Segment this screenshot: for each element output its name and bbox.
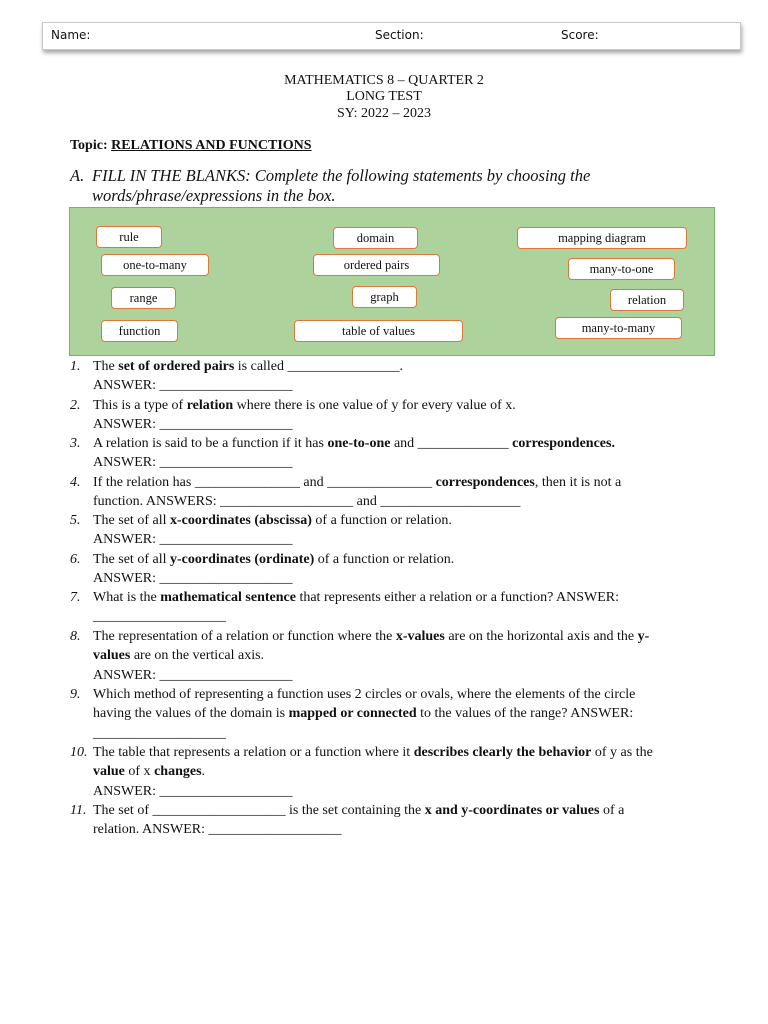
school-year: SY: 2022 – 2023 (336, 106, 431, 121)
q3-text: and _____________ (390, 436, 513, 451)
word-chip: domain (333, 227, 418, 249)
question-number: 4. (70, 475, 81, 490)
word-chip: one-to-many (101, 254, 209, 276)
score-label: Score: (561, 28, 599, 42)
answer-line: ANSWER: ___________________ (93, 455, 293, 471)
question-number: 10. (70, 745, 88, 760)
q8-text: are on the vertical axis. (130, 648, 265, 664)
q7-text: What is the (93, 590, 161, 605)
q5-text: of a function or relation. (311, 513, 452, 528)
word-bank-box (69, 207, 715, 356)
student-info-box (42, 22, 741, 50)
q9-text: having the values of the domain is (93, 706, 289, 722)
q1-text: is called ________________. (234, 359, 404, 374)
exam-subtitle: LONG TEST (346, 89, 422, 104)
question-number: 6. (70, 552, 81, 567)
q11-text: of a (599, 803, 625, 818)
question-number: 8. (70, 629, 81, 644)
question-number: 11. (70, 803, 87, 818)
question-number: 2. (70, 398, 81, 413)
section-a-letter: A. (70, 166, 85, 185)
q5-bold: x-coordinates (abscissa) (169, 513, 312, 528)
q8-bold: y- (637, 629, 650, 644)
question-number: 5. (70, 513, 81, 528)
answer-line: ANSWER: ___________________ (93, 532, 293, 548)
q11-bold: x and y-coordinates or values (424, 803, 600, 818)
answer-line: ANSWER: ___________________ (93, 571, 293, 587)
q8-text: are on the horizontal axis and the (444, 629, 638, 644)
word-chip: mapping diagram (517, 227, 687, 249)
q10-text: of x (124, 764, 155, 780)
q10-bold: value (93, 764, 125, 780)
q3-text: A relation is said to be a function if it has (93, 436, 328, 451)
exam-title: MATHEMATICS 8 – QUARTER 2 (284, 73, 484, 88)
answer-line: ANSWER: ___________________ (93, 378, 293, 394)
answer-line: function. ANSWERS: ___________________ and ____________________ (93, 494, 521, 510)
topic-value: RELATIONS AND FUNCTIONS (111, 138, 312, 153)
word-chip: range (111, 287, 176, 309)
word-chip: many-to-many (555, 317, 682, 339)
q11-text: The set of ___________________ is the set containing the (93, 803, 425, 818)
word-chip: graph (352, 286, 417, 308)
topic-line (70, 138, 312, 154)
answer-line: ANSWER: ___________________ (93, 783, 293, 799)
q9-text: Which method of representing a function uses 2 circles or ovals, where the elements of the circle (93, 687, 636, 702)
q3-bold: one-to-one (327, 436, 391, 451)
name-label: Name: (51, 28, 91, 42)
q9-bold: mapped or connected (288, 706, 417, 722)
section-label: Section: (375, 28, 424, 42)
word-chip: function (101, 320, 178, 342)
word-chip: many-to-one (568, 258, 675, 280)
q9-text: to the values of the range? ANSWER: (416, 706, 634, 722)
q8-bold: values (93, 648, 131, 664)
answer-line: ANSWER: ___________________ (93, 667, 293, 683)
answer-line: relation. ANSWER: ___________________ (93, 822, 342, 838)
question-number: 7. (70, 590, 81, 605)
q2-text: where there is one value of y for every value of x. (233, 398, 516, 413)
q2-bold: relation (186, 398, 234, 413)
answer-line: ANSWER: ___________________ (93, 417, 293, 433)
q3-bold: correspondences. (512, 436, 615, 451)
word-chip: relation (610, 289, 684, 311)
answer-line: ___________________ (93, 725, 226, 741)
q7-text: that represents either a relation or a function? ANSWER: (295, 590, 620, 605)
q5-text: The set of all (93, 513, 170, 528)
q1-bold: set of ordered pairs (118, 359, 235, 374)
q8-text: The representation of a relation or function where the (93, 629, 396, 644)
word-chip: ordered pairs (313, 254, 440, 276)
q6-bold: y-coordinates (ordinate) (169, 552, 315, 567)
question-number: 3. (70, 436, 81, 451)
topic-label: Topic: (70, 138, 108, 153)
word-chip: rule (96, 226, 162, 248)
q10-bold: changes (154, 764, 202, 780)
q4-bold: correspondences (435, 475, 535, 490)
q10-text: of y as the (591, 745, 653, 760)
q6-text: The set of all (93, 552, 170, 567)
question-number: 1. (70, 359, 81, 374)
section-a-text: FILL IN THE BLANKS: Complete the following statements by choosing the words/phrase/expressions in the box. (92, 166, 591, 205)
word-chip: table of values (294, 320, 463, 342)
q8-bold: x-values (395, 629, 445, 644)
answer-line: ___________________ (93, 609, 226, 625)
question-number: 9. (70, 687, 81, 702)
q10-text: . (201, 764, 206, 780)
q10-bold: describes clearly the behavior (413, 745, 592, 760)
q1-text: The (93, 359, 119, 374)
q4-text: , then it is not a (534, 475, 622, 490)
q7-bold: mathematical sentence (160, 590, 296, 605)
q6-text: of a function or relation. (314, 552, 455, 567)
q4-text: If the relation has _______________ and _______________ (93, 475, 436, 490)
q10-text: The table that represents a relation or a function where it (93, 745, 414, 760)
q2-text: This is a type of (93, 398, 187, 413)
